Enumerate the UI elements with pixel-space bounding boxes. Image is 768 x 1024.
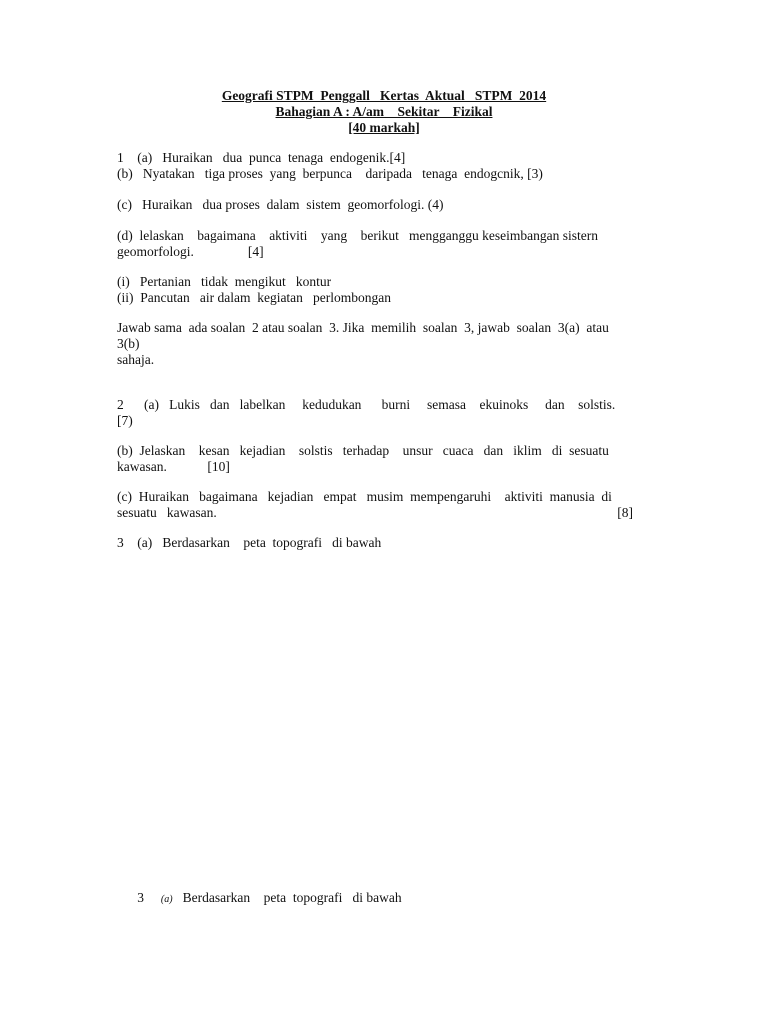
question-2b: (b) Jelaskan kesan kejadian solstis terhadap unsur cuaca dan iklim di sesuatu kawasan. [10]	[117, 443, 609, 474]
question-1c: (c) Huraikan dua proses dalam sistem geomorfologi. (4)	[117, 197, 444, 212]
question-1b: (b) Nyatakan tiga proses yang berpunca daripada tenaga endogcnik, [3)	[117, 166, 543, 181]
item-ii: (ii) Pancutan air dalam kegiatan perlombongan	[117, 290, 392, 305]
answer-instruction: Jawab sama ada soalan 2 atau soalan 3. Jika memilih soalan 3, jawab soalan 3(a) atau 3(b) sahaja.	[117, 320, 609, 367]
question-2c: (c) Huraikan bagaimana kejadian empat musim mempengaruhi aktiviti manusia di sesuatu kawasan. [8]	[117, 489, 633, 520]
question-2c-mark: [8]	[617, 505, 633, 520]
question-1d: (d) lelaskan bagaimana aktiviti yang berikut mengganggu keseimbangan sistern geomorfologi. [4]	[117, 228, 598, 259]
question-1a: 1 (a) Huraikan dua punca tenaga endogenik.[4]	[117, 150, 406, 165]
question-1d-items	[117, 274, 651, 306]
header-section: Bahagian A : A/am Sekitar Fizikal	[275, 104, 493, 119]
item-i: (i) Pertanian tidak mengikut kontur	[117, 274, 332, 289]
question-3a: 3 (a) Berdasarkan peta topografi di bawah	[117, 535, 382, 550]
question-3a-repeat: 3 (a) Berdasarkan peta topografi di bawah	[137, 890, 402, 905]
header-title: Geografi STPM Penggall Kertas Aktual STPM 2014	[221, 88, 547, 103]
document-header	[0, 88, 768, 136]
question-2a: 2 (a) Lukis dan labelkan kedudukan burni semasa ekuinoks dan solstis. [7)	[117, 397, 616, 428]
header-marks: [40 markah]	[348, 120, 420, 135]
